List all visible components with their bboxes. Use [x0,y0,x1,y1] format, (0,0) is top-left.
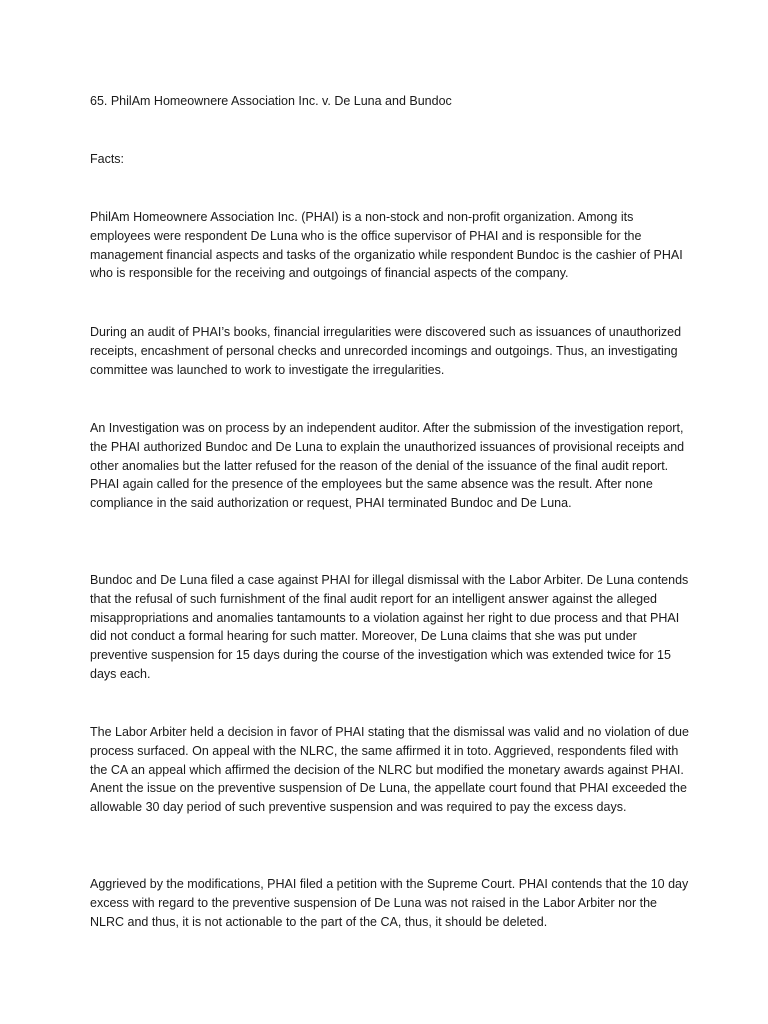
paragraph-labor-arbiter-decision: The Labor Arbiter held a decision in favor of PHAI stating that the dismissal was valid and no violation of due process surfaced. On appeal with the NLRC, the same affirmed it in toto. Aggrieved, respondents filed with the CA an appeal which affirmed the decision of the NLRC but modified the monetary awards against PHAI. Anent the issue on the preventive suspension of De Luna, the appellate court found that PHAI exceeded the allowable 30 day period of such preventive suspension and was required to pay the excess days. [90,725,689,815]
paragraph-illegal-dismissal-case: Bundoc and De Luna filed a case against PHAI for illegal dismissal with the Labor Arbiter. De Luna contends that the refusal of such furnishment of the final audit report for an intelligent answer against the alleged misappropriations and anomalies tantamounts to a violation against her right to due process and that PHAI did not conduct a formal hearing for such matter. Moreover, De Luna claims that she was put under preventive suspension for 15 days during the course of the investigation which was extended twice for 15 days each. [90,573,689,681]
paragraph-phai-background: PhilAm Homeownere Association Inc. (PHAI) is a non-stock and non-profit organization. Among its employees were respondent De Luna who is the office supervisor of PHAI and is responsible for the management financial aspects and tasks of the organizatio while respondent Bundoc is the cashier of PHAI who is responsible for the receiving and outgoings of financial aspects of the company. [90,210,683,281]
paragraph-audit-irregularities: During an audit of PHAI’s books, financial irregularities were discovered such as issuances of unauthorized receipts, encashment of personal checks and unrecorded incomings and outgoings. Thus, an investigating committee was launched to work to investigate the irregularities. [90,325,682,377]
facts-heading: Facts: [90,152,125,166]
paragraph-supreme-court-petition: Aggrieved by the modifications, PHAI filed a petition with the Supreme Court. PHAI contends that the 10 day excess with regard to the preventive suspension of De Luna was not raised in the Labor Arbiter nor the NLRC and thus, it is not actionable to the part of the CA, thus, it should be deleted. [90,877,689,929]
case-title: 65. PhilAm Homeownere Association Inc. v. De Luna and Bundoc [90,94,452,108]
paragraph-investigation-termination: An Investigation was on process by an independent auditor. After the submission of the investigation report, the PHAI authorized Bundoc and De Luna to explain the unauthorized issuances of provisional receipts and other anomalies but the latter refused for the reason of the denial of the issuance of the final audit report. PHAI again called for the presence of the employees but the same absence was the result. After none compliance in the said authorization or request, PHAI terminated Bundoc and De Luna. [90,421,685,511]
